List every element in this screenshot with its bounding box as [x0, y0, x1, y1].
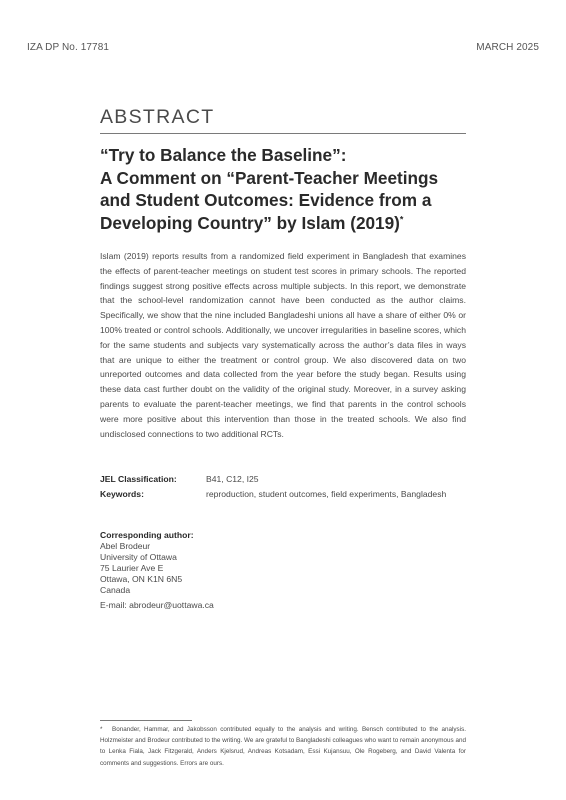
title-line-2: A Comment on “Parent-Teacher Meetings: [100, 167, 439, 188]
abstract-heading: ABSTRACT: [100, 106, 215, 128]
title-footnote-marker: *: [399, 213, 404, 224]
author-name: Abel Brodeur: [100, 541, 151, 551]
author-city: Ottawa, ON K1N 6N5: [100, 574, 183, 584]
corresponding-author-label: Corresponding author:: [100, 530, 194, 540]
author-country: Canada: [100, 585, 131, 595]
footnote: [100, 724, 466, 769]
author-street: 75 Laurier Ave E: [100, 563, 164, 573]
paper-title: [100, 144, 480, 234]
footnote-text: Bonander, Hammar, and Jakobsson contributed equally to the analysis and writing. Bensch contributed to the analysis. Holzmeister and Brodeur contributed to the writing. We are grateful to Bangladeshi colleagues who want to remain anonymous and to Lenka Fiala, Jack Fitzgerald, Anders Kjelsrud, Andreas Kotsadam, Essi Kujansuu, Ole Rogeberg, and David Valenta for comments and suggestions. Errors are ours.: [100, 726, 466, 767]
publication-date: MARCH 2025: [476, 42, 539, 53]
author-email[interactable]: E-mail: abrodeur@uottawa.ca: [100, 600, 214, 610]
footnote-marker: *: [100, 726, 103, 733]
jel-label: JEL Classification:: [100, 474, 177, 484]
series-number: IZA DP No. 17781: [27, 42, 110, 53]
title-line-3: and Student Outcomes: Evidence from a: [100, 190, 432, 210]
heading-rule: [100, 133, 466, 134]
jel-value: B41, C12, I25: [206, 474, 259, 484]
author-affiliation: University of Ottawa: [100, 552, 177, 562]
keywords-value: reproduction, student outcomes, field experiments, Bangladesh: [206, 489, 447, 499]
keywords-label: Keywords:: [100, 489, 144, 499]
footnote-rule: [100, 720, 192, 721]
abstract-text: Islam (2019) reports results from a randomized field experiment in Bangladesh that examines the effects of parent-teacher meetings on student test scores in primary schools. The reported findings suggest strong positive effects across multiple subjects. In this report, we demonstrate that the school-level randomization cannot have been conducted as the author claims. Specifically, we show that the nine included Bangladeshi unions all have a share of either 0% or 100% treated or control schools. Additionally, we uncover irregularities in baseline scores, which for the same students and subjects vary systematically across the author’s data files in ways that are unique to either the treatment or control group. We also discovered data on two unreported outcomes and data collected from the year before the study began. Results using these data cast further doubt on the validity of the original study. Moreover, in a survey asking parents to evaluate the parent-teacher meetings, we find that parents in the control schools were more positive about this intervention than those in the treated schools. We also find undisclosed connections to two additional RCTs.: [100, 251, 466, 439]
title-line-1: “Try to Balance the Baseline”:: [100, 145, 347, 165]
title-line-4: Developing Country” by Islam (2019): [100, 212, 400, 233]
corresponding-author: [100, 530, 214, 611]
